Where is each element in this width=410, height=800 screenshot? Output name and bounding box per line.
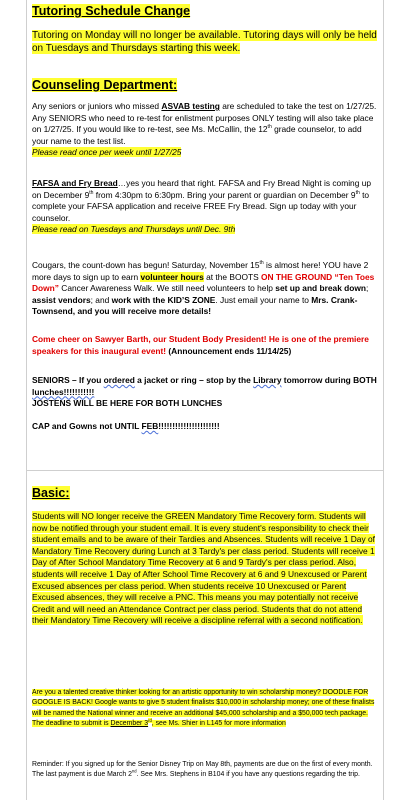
fafsa-note: Please read on Tuesdays and Thursdays until Dec. 9th <box>32 224 236 235</box>
tutoring-body: Tutoring on Monday will no longer be available. Tutoring days will only be held on Tuesdays and Thursdays starting this week. <box>32 30 377 54</box>
counseling-section <box>32 76 378 94</box>
basic-heading: Basic: <box>32 486 70 500</box>
jostens-line: JOSTENS WILL BE HERE FOR BOTH LUNCHES <box>32 398 223 409</box>
tutoring-heading: Tutoring Schedule Change <box>32 4 191 18</box>
asvab-note: Please read once per week until 1/27/25 <box>32 147 182 158</box>
cap-gowns-line: CAP and Gowns not UNTIL FEB!!!!!!!!!!!!!!!!!!!!!! <box>32 420 220 431</box>
volunteer-hours: volunteer hours <box>140 271 204 282</box>
section-divider <box>26 470 384 471</box>
basic-body: Students will NO longer receive the GREEN Mandatory Time Recovery form. Students will now be notified through your student email. It is every student's responsibility to check their student emails and to be aware of their Tardies and Absences. Students will receive 1 Day of Mandatory Time Recovery during Lunch at 3 Tardy's per class period. Students will receive 1 Day of After School Mandatory Time Recovery at 6 and 9 Tardy's per class period. Also, students will receive 1 Day of After School Time Recovery at 6 and 9 Unexcused or Parent Excused absences per class period. When students receive 10 Unexcused or Parent Excused absences, they will receive a PNC. This means you may potentially not receive Credit and will need an Attendance Contract per class period. Students that do not attend their Mandatory Time Recovery will receive a discipline referral with a second notification. <box>32 511 375 626</box>
fafsa-announcement: FAFSA and Fry Bread…yes you heard that right. FAFSA and Fry Bread Night is coming up on December 9th from 4:30pm to 6:30pm. Bring your parent or guardian on December 9th to complete your FAFSA application and receive FREE Fry Bread. Sign up today with your counselor. Please read on Tuesdays and Thursdays until Dec. 9th <box>32 178 378 236</box>
fafsa-title: FAFSA and Fry Bread <box>32 178 118 188</box>
tutoring-section <box>32 2 378 55</box>
jackets-announcement: SENIORS – If you ordered a jacket or ring – stop by the Library tomorrow during BOTH lunches!!!!!!!!!!! JOSTENS WILL BE HERE FOR BOTH LUNCHES CAP and Gowns not UNTIL FEB!!!!!!!!!!!!!!!!!!!!!! <box>32 375 377 431</box>
basic-section <box>32 484 378 627</box>
doodle-announcement: Are you a talented creative thinker looking for an artistic opportunity to win scholarship money? DOODLE FOR GOOGLE IS BACK! Google wants to give 5 student finalists $10,000 in scholarship money; one of these finalists will be named the National winner and receive an additional $45,000 scholarship and a $50,000 tech package. The deadline to submit is December 3rd, see Ms. Shier in L145 for more information <box>32 689 375 728</box>
counseling-heading: Counseling Department: <box>32 78 178 92</box>
boots-announcement: Cougars, the count-down has begun! Saturday, November 15th is almost here! YOU have 2 more days to sign up to earn volunteer hours at the BOOTS ON THE GROUND “Ten Toes Down” Cancer Awareness Walk. We still need volunteers to help set up and break down; assist vendors; and work with the KID’S ZONE. Just email your name to Mrs. Crank-Townsend, and you will receive more details! <box>32 260 375 317</box>
asvab-announcement: Any seniors or juniors who missed ASVAB testing are scheduled to take the test on 1/27/25. Any SENIORS who need to re-test for enlistment purposes ONLY testing will also take place on 1/27/25. If you would like to re-test, see Ms. McCallin, the 12th grade counselor, to add your name to the test list. Please read once per week until 1/27/25 <box>32 101 377 158</box>
asvab-link: ASVAB testing <box>161 101 220 111</box>
disney-reminder: Reminder: If you signed up for the Senior Disney Trip on May 8th, payments are due on the first of every month. The last payment is due March 2nd. See Mrs. Stephens in B104 if you have any questions regarding the trip. <box>32 761 373 779</box>
sawyer-announcement: Come cheer on Sawyer Barth, our Student Body President! He is one of the premiere speakers for this inaugural event! (Announcement ends 11/14/25) <box>32 334 369 356</box>
